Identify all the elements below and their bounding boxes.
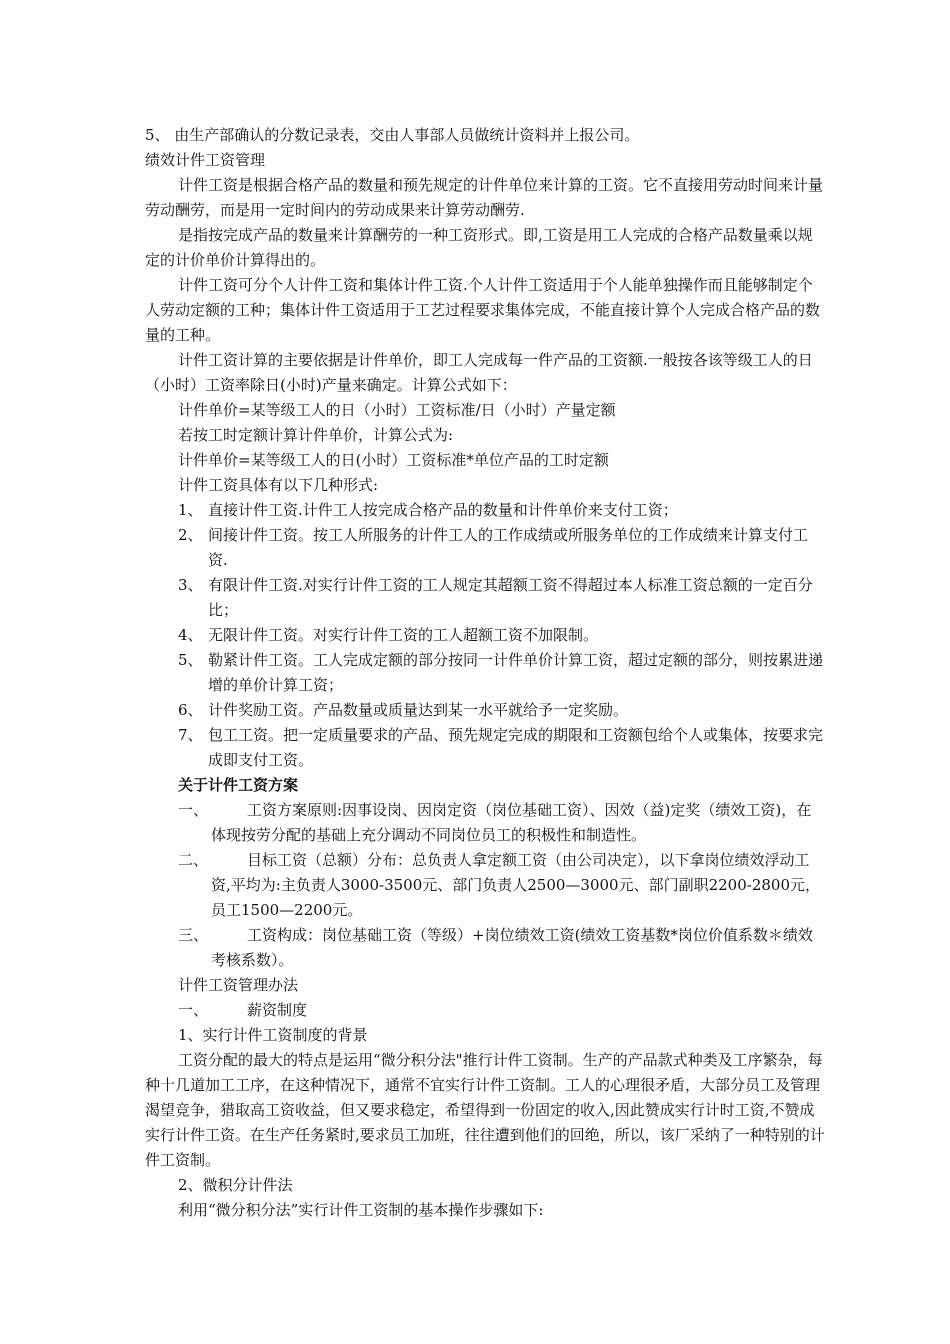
- list-text: 无限计件工资。对实行计件工资的工人超额工资不加限制。: [208, 626, 599, 644]
- paragraph: 工资分配的最大的特点是运用“微分积分法"推行计件工资制。生产的产品款式种类及工序繁杂，每种十几道加工工序，在这种情况下，通常不宜实行计件工资制。工人的心理很矛盾，大部分员工及管理渴望竞争，猎取高工资收益，但又要求稳定，希望得到一份固定的收入,因此赞成实行计时工资,不赞成实行计件工资。在生产任务紧时,要求员工加班，往往遭到他们的回绝，所以，该厂采纳了一种特别的计件工资制。: [145, 1051, 825, 1169]
- intro-list-item: 5、 由生产部确认的分数记录表，交由人事部人员做统计资料并上报公司。: [145, 126, 640, 144]
- list-text: 工资方案原则:因事设岗、因岗定资（岗位基础工资）、因效（益)定奖（绩效工资)，在体现按劳分配的基础上充分调动不同岗位员工的积极性和制造性。: [211, 801, 812, 844]
- list-item: [145, 848, 825, 923]
- list-text: 间接计件工资。按工人所服务的计件工人的工作成绩或所服务单位的工作成绩来计算支付工资.: [208, 526, 809, 569]
- list-number: 2、: [178, 526, 203, 544]
- list-text: 直接计件工资.计件工人按完成合格产品的数量和计件单价来支付工资；: [208, 501, 678, 519]
- steps-intro: 利用“微分积分法”实行计件工资制的基本操作步骤如下:: [178, 1201, 544, 1219]
- subheading: 2、微积分计件法: [178, 1176, 293, 1194]
- forms-intro: 计件工资具体有以下几种形式:: [178, 476, 379, 494]
- list-text: 勒紧计件工资。工人完成定额的部分按同一计件单价计算工资，超过定额的部分，则按累进递增的单价计算工资；: [208, 651, 824, 694]
- list-item: [145, 998, 825, 1023]
- list-text: 有限计件工资.对实行计件工资的工人规定其超额工资不得超过本人标准工资总额的一定百分比；: [208, 576, 813, 619]
- list-number: 二、: [178, 851, 209, 869]
- list-number: 7、: [178, 726, 203, 744]
- list-number: 6、: [178, 701, 203, 719]
- list-number: 一、: [178, 801, 209, 819]
- list-item: [145, 923, 825, 973]
- list-item: [145, 698, 825, 723]
- paragraph: 是指按完成产品的数量来计算酬劳的一种工资形式。即,工资是用工人完成的合格产品数量乘以规定的计价单价计算得出的。: [145, 226, 813, 269]
- subheading: 1、实行计件工资制度的背景: [178, 1026, 368, 1044]
- list-item: [145, 648, 825, 698]
- list-text: 包工工资。把一定质量要求的产品、预先规定完成的期限和工资额包给个人或集体，按要求完成即支付工资。: [208, 726, 824, 769]
- scheme-list: [145, 798, 825, 973]
- formula-line: 计件单价=某等级工人的日（小时）工资标准/日（小时）产量定额: [178, 401, 616, 419]
- list-item: [145, 723, 825, 773]
- list-text: 目标工资（总额）分布：总负责人拿定额工资（由公司决定），以下拿岗位绩效浮动工资,平均为:主负责人3000-3500元、部门负责人2500—3000元、部门副职2200-2800元，员工1500—2200元。: [211, 851, 821, 919]
- list-item: [145, 498, 825, 523]
- list-text: 工资构成：岗位基础工资（等级）+岗位绩效工资(绩效工资基数*岗位价值系数＊绩效考核系数）。: [211, 926, 813, 969]
- paragraph: 计件工资可分个人计件工资和集体计件工资.个人计件工资适用于个人能单独操作而且能够制定个人劳动定额的工种；集体计件工资适用于工艺过程要求集体完成，不能直接计算个人完成合格产品的数量的工种。: [145, 276, 821, 344]
- formula-line: 计件单价=某等级工人的日(小时）工资标准*单位产品的工时定额: [178, 451, 609, 469]
- list-number: 1、: [178, 501, 203, 519]
- formula-intro: 若按工时定额计算计件单价，计算公式为:: [178, 426, 454, 444]
- wage-forms-list: [145, 498, 825, 773]
- list-text: 薪资制度: [247, 1001, 308, 1019]
- paragraph: 计件工资是根据合格产品的数量和预先规定的计件单位来计算的工资。它不直接用劳动时间来计量劳动酬劳，而是用一定时间内的劳动成果来计算劳动酬劳.: [145, 176, 824, 219]
- document-body: [145, 123, 825, 1223]
- list-item: [145, 623, 825, 648]
- list-item: [145, 798, 825, 848]
- list-item: [145, 573, 825, 623]
- list-number: 三、: [178, 926, 209, 944]
- list-number: 4、: [178, 626, 203, 644]
- list-number: 一、: [178, 1001, 209, 1019]
- list-item: [145, 523, 825, 573]
- mgmt-title: 计件工资管理办法: [178, 976, 299, 994]
- list-text: 计件奖励工资。产品数量或质量达到某一水平就给予一定奖励。: [208, 701, 629, 719]
- paragraph: 计件工资计算的主要依据是计件单价，即工人完成每一件产品的工资额.一般按各该等级工人的日（小时）工资率除日(小时)产量来确定。计算公式如下：: [145, 351, 813, 394]
- section-title: 绩效计件工资管理: [145, 151, 266, 169]
- scheme-title: 关于计件工资方案: [178, 776, 299, 794]
- list-number: 3、: [178, 576, 203, 594]
- list-number: 5、: [178, 651, 203, 669]
